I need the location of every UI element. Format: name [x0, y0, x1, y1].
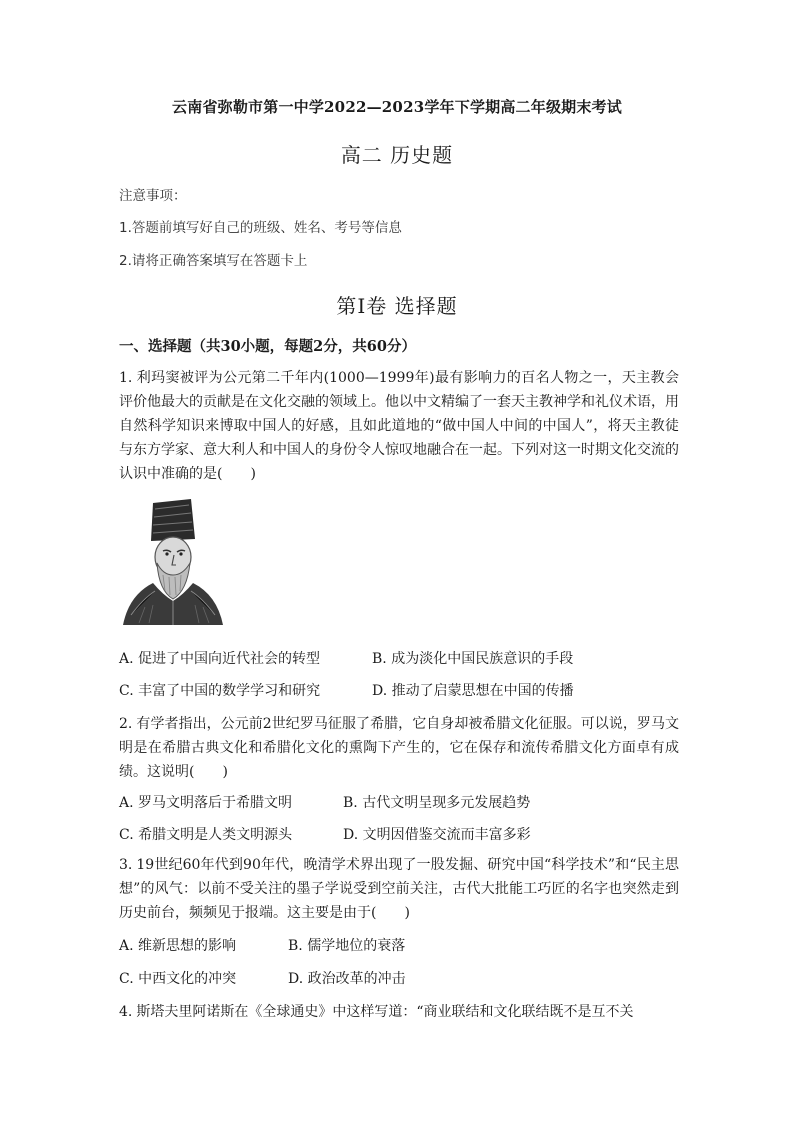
- question-text: 斯塔夫里阿诺斯在《全球通史》中这样写道：“商业联结和文化联结既不是互不关: [136, 1004, 634, 1020]
- school-title: 云南省弥勒市第一中学2022—2023学年下学期高二年级期末考试: [172, 98, 622, 116]
- q1-option-d: D. 推动了启蒙思想在中国的传播: [372, 683, 574, 699]
- matteo-ricci-portrait-icon: [119, 495, 227, 625]
- q3-option-b: B. 儒学地位的衰落: [288, 938, 406, 954]
- q1-option-b: B. 成为淡化中国民族意识的手段: [372, 651, 574, 667]
- notes-item-2: 2.请将正确答案填写在答题卡上: [119, 253, 308, 269]
- q2-option-a: A. 罗马文明落后于希腊文明: [119, 795, 293, 811]
- q3-option-c: C. 中西文化的冲突: [119, 971, 237, 987]
- question-number: 3.: [119, 857, 133, 873]
- notes-heading: 注意事项：: [119, 188, 187, 204]
- question-text: 有学者指出，公元前2世纪罗马征服了希腊，它自身却被希腊文化征服。可以说，罗马文明是在希腊古典文化和希腊化文化的熏陶下产生的，它在保存和流传希腊文化方面卓有成绩。这说明( ): [119, 716, 679, 780]
- q2-option-b: B. 古代文明呈现多元发展趋势: [343, 795, 531, 811]
- question-text: 利玛窦被评为公元第二千年内(1000—1999年)最有影响力的百名人物之一，天主教会评价他最大的贡献是在文化交融的领域上。他以中文精编了一套天主教神学和礼仪术语，用自然科学知识来博取中国人的好感，且如此道地的“做中国人中间的中国人”，将天主教徒与东方学家、意大利人和中国人的身份令人惊叹地融合在一起。下列对这一时期文化交流的认识中准确的是( ): [119, 370, 679, 482]
- q1-option-a: A. 促进了中国向近代社会的转型: [119, 651, 321, 667]
- question-1: [119, 366, 679, 486]
- question-number: 2.: [119, 716, 133, 732]
- question-2: [119, 712, 679, 784]
- q2-option-d: D. 文明因借鉴交流而丰富多彩: [343, 827, 531, 843]
- question-number: 4.: [119, 1004, 133, 1020]
- part-title: 第Ⅰ卷 选择题: [336, 294, 458, 318]
- subject-title: 高二 历史题: [340, 143, 454, 167]
- notes-item-1: 1.答题前填写好自己的班级、姓名、考号等信息: [119, 220, 402, 236]
- section-heading: 一、选择题（共30小题，每题2分，共60分）: [119, 338, 416, 355]
- q3-option-a: A. 维新思想的影响: [119, 938, 237, 954]
- question-4: [119, 1000, 679, 1024]
- question-number: 1.: [119, 370, 133, 386]
- question-text: 19世纪60年代到90年代，晚清学术界出现了一股发掘、研究中国“科学技术”和“民主思想”的风气：以前不受关注的墨子学说受到空前关注，古代大批能工巧匠的名字也突然走到历史前台，频频见于报端。这主要是由于( ): [119, 857, 679, 921]
- q3-option-d: D. 政治改革的冲击: [288, 971, 406, 987]
- question-3: [119, 853, 679, 925]
- q1-option-c: C. 丰富了中国的数学学习和研究: [119, 683, 321, 699]
- q2-option-c: C. 希腊文明是人类文明源头: [119, 827, 293, 843]
